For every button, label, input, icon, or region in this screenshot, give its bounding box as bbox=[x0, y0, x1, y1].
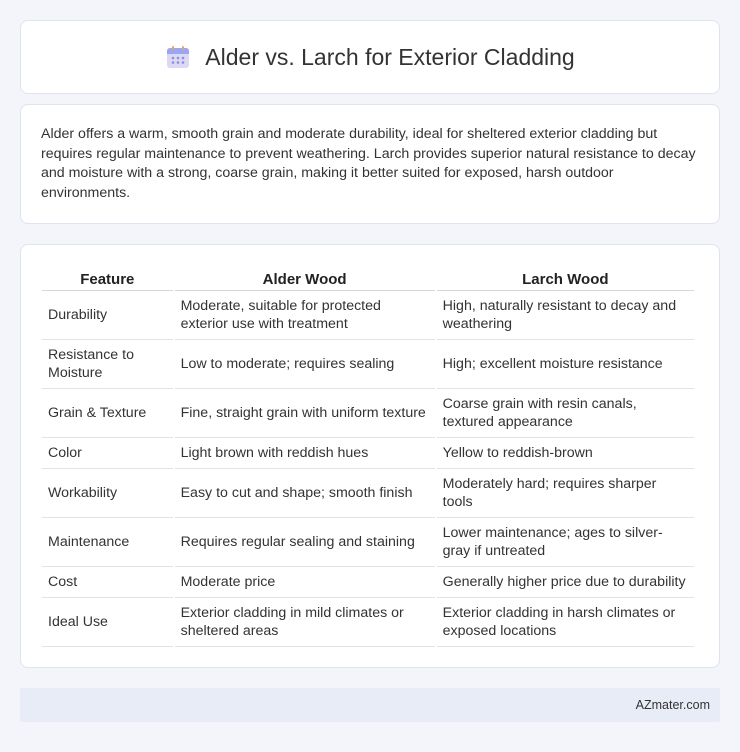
comparison-card bbox=[20, 244, 720, 668]
description-text: Alder offers a warm, smooth grain and moderate durability, ideal for sheltered exterior cladding but requires regular maintenance to prevent weathering. Larch provides superior natural resistance to decay and moisture with a strong, coarse grain, making it better suited for exposed, harsh outdoor environments. bbox=[41, 126, 696, 201]
table-row bbox=[42, 340, 694, 389]
alder-cell: Moderate, suitable for protected exterior use with treatment bbox=[175, 291, 435, 340]
alder-cell: Easy to cut and shape; smooth finish bbox=[175, 469, 435, 518]
alder-cell: Moderate price bbox=[175, 567, 435, 598]
feature-cell: Cost bbox=[42, 567, 173, 598]
table-row bbox=[42, 291, 694, 340]
feature-cell: Durability bbox=[42, 291, 173, 340]
table-row bbox=[42, 438, 694, 469]
table-header-row bbox=[42, 267, 694, 291]
feature-cell: Ideal Use bbox=[42, 598, 173, 647]
footer bbox=[20, 688, 720, 722]
alder-cell: Light brown with reddish hues bbox=[175, 438, 435, 469]
column-header-larch: Larch Wood bbox=[437, 267, 694, 291]
column-header-alder: Alder Wood bbox=[175, 267, 435, 291]
alder-cell: Fine, straight grain with uniform texture bbox=[175, 389, 435, 438]
column-header-feature: Feature bbox=[42, 267, 173, 291]
feature-cell: Grain & Texture bbox=[42, 389, 173, 438]
alder-cell: Requires regular sealing and staining bbox=[175, 518, 435, 567]
larch-cell: High, naturally resistant to decay and weathering bbox=[437, 291, 694, 340]
feature-cell: Workability bbox=[42, 469, 173, 518]
feature-cell: Resistance to Moisture bbox=[42, 340, 173, 389]
feature-cell: Maintenance bbox=[42, 518, 173, 567]
alder-cell: Low to moderate; requires sealing bbox=[175, 340, 435, 389]
description-card bbox=[20, 104, 720, 224]
table-row bbox=[42, 469, 694, 518]
table-row bbox=[42, 389, 694, 438]
larch-cell: Exterior cladding in harsh climates or exposed locations bbox=[437, 598, 694, 647]
footer-brand[interactable]: AZmater.com bbox=[635, 698, 710, 712]
alder-cell: Exterior cladding in mild climates or sheltered areas bbox=[175, 598, 435, 647]
larch-cell: Yellow to reddish-brown bbox=[437, 438, 694, 469]
feature-cell: Color bbox=[42, 438, 173, 469]
table-row bbox=[42, 518, 694, 567]
larch-cell: High; excellent moisture resistance bbox=[437, 340, 694, 389]
calendar-icon bbox=[165, 44, 191, 70]
title-card bbox=[20, 20, 720, 94]
comparison-table bbox=[40, 267, 696, 647]
page-title: Alder vs. Larch for Exterior Cladding bbox=[205, 43, 575, 70]
larch-cell: Lower maintenance; ages to silver-gray if untreated bbox=[437, 518, 694, 567]
table-row bbox=[42, 567, 694, 598]
larch-cell: Moderately hard; requires sharper tools bbox=[437, 469, 694, 518]
larch-cell: Generally higher price due to durability bbox=[437, 567, 694, 598]
larch-cell: Coarse grain with resin canals, textured appearance bbox=[437, 389, 694, 438]
table-row bbox=[42, 598, 694, 647]
